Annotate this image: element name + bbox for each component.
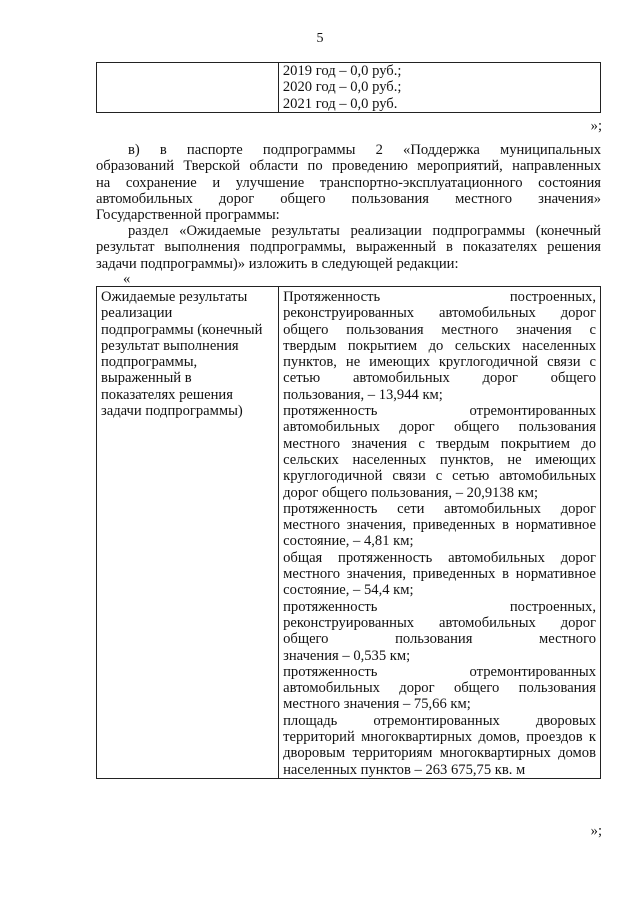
result-line: дворовым территориям многоквартирных домов [283,745,596,762]
result-line: реконструированных автомобильных дорог [283,305,596,322]
result-line: населенных пунктов – 263 675,75 кв. м [283,761,526,778]
paragraph-line: автомобильных дорог общего пользования местного значения» [96,190,601,207]
result-line: общего пользования местного значения с [283,321,596,338]
result-line: сельских населенных пунктов, не имеющих [283,451,596,468]
table-row [97,287,601,779]
result-line: площадь отремонтированных дворовых [283,712,596,729]
page-number: 5 [316,31,324,46]
paragraph-line: на сохранение и улучшение транспортно-эксплуатационного состояния [96,174,601,191]
heading-line: показателях решения [101,386,233,403]
result-line: твердым покрытием до сельских населенных [283,337,596,354]
result-line: местного значения с твердым покрытием до [283,435,596,452]
opening-quote: « [123,271,131,287]
result-line: значения – 0,535 км; [283,647,411,664]
table-row [97,63,601,113]
table-cell-empty [97,63,279,113]
paragraph-line: образований Тверской области по проведению мероприятий, направленных [96,158,601,175]
budget-table [96,62,601,113]
table-cell-heading [97,287,279,779]
paragraph-section [96,223,601,272]
result-line: протяженность построенных, [283,598,596,615]
table-cell-results [279,287,601,779]
result-line: местного значения, приведенных в нормативное [283,566,596,583]
result-line: реконструированных автомобильных дорог [283,614,596,631]
paragraph-line: Государственной программы: [96,207,280,224]
heading-line: реализации [101,305,173,322]
result-line: состояние, – 54,4 км; [283,582,414,599]
budget-line: 2021 год – 0,0 руб. [282,95,398,112]
result-line: протяженность отремонтированных [283,663,596,680]
result-line: общая протяженность автомобильных дорог [283,549,596,566]
result-line: протяженность сети автомобильных дорог [283,500,596,517]
paragraph-line: результат выполнения подпрограммы, выраженный в показателях решения [96,239,601,256]
result-line: протяженность отремонтированных [283,403,596,420]
paragraph-line: раздел «Ожидаемые результаты реализации подпрограммы (конечный [128,223,601,239]
result-line: автомобильных дорог общего пользования [283,680,596,697]
heading-line: подпрограммы (конечный [101,321,263,338]
result-line: общего пользования местного [283,631,596,648]
closing-quote: »; [590,823,602,839]
budget-line: 2020 год – 0,0 руб.; [282,79,402,96]
result-line: дорог общего пользования, – 20,9138 км; [283,484,539,501]
paragraph-v [96,142,601,223]
result-line: Протяженность построенных, [283,289,596,305]
result-line: круглогодичной связи с сетью автомобильных [283,468,596,485]
paragraph-line: задачи подпрограммы)» изложить в следующей редакции: [96,255,459,272]
heading-line: задачи подпрограммы) [101,403,243,420]
result-line: местного значения – 75,66 км; [283,696,471,713]
result-line: состояние, – 4,81 км; [283,533,414,550]
heading-line: выраженный в [101,370,192,387]
budget-line: 2019 год – 0,0 руб.; [282,63,402,79]
closing-quote: »; [590,118,602,134]
heading-line: результат выполнения [101,337,239,354]
result-line: пунктов, не имеющих круглогодичной связи с [283,354,596,371]
result-line: местного значения, приведенных в нормативное [283,517,596,534]
result-line: пользования, – 13,944 км; [283,386,443,403]
result-line: автомобильных дорог общего пользования [283,419,596,436]
result-line: сетью автомобильных дорог общего [283,370,596,387]
heading-line: подпрограммы, [101,354,198,371]
results-table [96,286,601,779]
result-line: территорий многоквартирных домов, проездов к [283,729,596,746]
paragraph-line: в) в паспорте подпрограммы 2 «Поддержка муниципальных [128,142,601,158]
table-cell-budget-years [278,63,600,113]
heading-line: Ожидаемые результаты [101,289,248,305]
